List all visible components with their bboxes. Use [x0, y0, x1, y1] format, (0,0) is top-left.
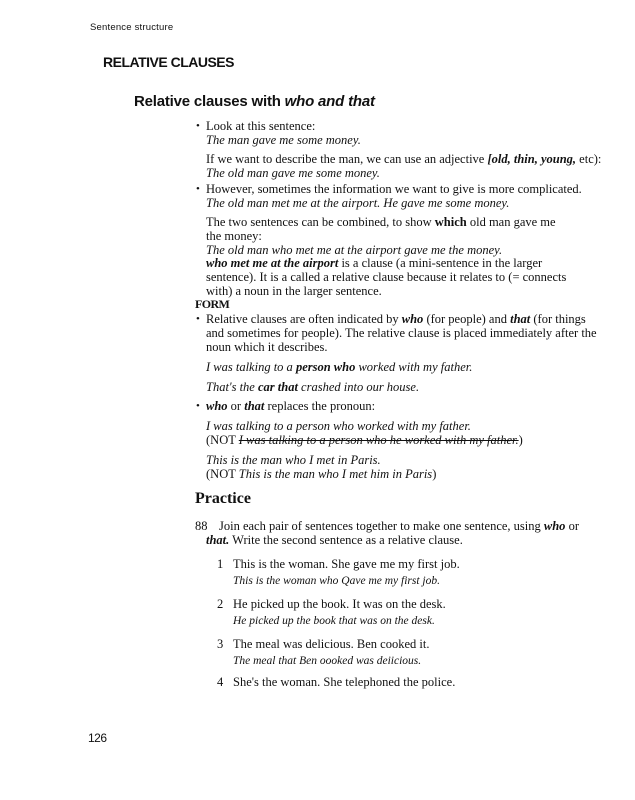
item-question: She's the woman. She telephoned the police. [233, 675, 456, 689]
subheading-words: who and that [284, 93, 375, 110]
combine-post: old man gave me [466, 215, 556, 229]
instr-a: Join each pair of sentences together to make one sentence, using [219, 519, 544, 533]
bullet-4: • [196, 400, 200, 412]
not-line-2 [206, 467, 436, 481]
clause-line-1 [206, 256, 542, 270]
not1-strike: I was talking to a person who he worked with my father. [238, 433, 519, 447]
combine-line-1 [206, 215, 556, 229]
example-1: The man gave me some money. [206, 133, 361, 147]
instr-that: that. [206, 533, 230, 547]
instruction-line-1 [219, 519, 579, 533]
rep-that: that [244, 399, 265, 413]
rule-b: (for people) and [423, 312, 511, 326]
example-3: The old man met me at the airport. He gave me some money. [206, 196, 510, 210]
adj-list: [old, thin, young, [487, 152, 577, 166]
running-head: Sentence structure [90, 22, 174, 33]
adj-pre: If we want to describe the man, we can use an adjective [206, 152, 488, 166]
rule-that: that [510, 312, 531, 326]
form-example-3: I was talking to a person who worked with my father. [206, 419, 471, 433]
adj-post: etc): [576, 152, 602, 166]
combine-pre: The two sentences can be combined, to show [206, 215, 435, 229]
instr-or: or [565, 519, 579, 533]
fex1-b: person who [295, 360, 356, 374]
subheading-prefix: Relative clauses with [134, 93, 285, 110]
item-question: The meal was delicious. Ben cooked it. [233, 637, 430, 651]
item-answer: He picked up the book that was on the desk. [233, 615, 435, 627]
bullet-3: • [196, 313, 200, 325]
item-answer: This is the woman who Qave me my first job. [233, 575, 440, 587]
rep-who: who [206, 399, 228, 413]
instr-b: Write the second sentence as a relative clause. [229, 533, 463, 547]
fex2-a: That's the [206, 380, 258, 394]
rule-a: Relative clauses are often indicated by [206, 312, 402, 326]
form-rule-line-3: noun which it describes. [206, 340, 328, 354]
rep-or: or [227, 399, 245, 413]
instr-who: who [543, 519, 566, 533]
however-text: However, sometimes the information we want to give is more complicated. [206, 182, 582, 196]
not2-post: ) [432, 467, 437, 481]
not2-it: This is the man who I met him in Paris [238, 467, 433, 481]
form-example-1 [206, 360, 472, 374]
page-number: 126 [88, 731, 107, 745]
rule-c: (for things [530, 312, 586, 326]
instruction-line-2 [206, 533, 463, 547]
item-question: He picked up the book. It was on the desk. [233, 597, 446, 611]
form-rule-line-1 [206, 312, 586, 326]
example-2: The old man gave me some money. [206, 166, 380, 180]
not-line-1 [206, 433, 523, 447]
clause-bold: who met me at the airport [206, 256, 339, 270]
rep-post: replaces the pronoun: [264, 399, 376, 413]
practice-title: Practice [195, 490, 251, 507]
section-title: RELATIVE CLAUSES [103, 54, 234, 70]
form-label: FORM [195, 297, 230, 311]
form-example-2 [206, 380, 419, 394]
fex2-b: car that [257, 380, 298, 394]
replaces-line [206, 399, 375, 413]
combine-bold: which [434, 215, 467, 229]
clause-line-2: sentence). It is a called a relative clause because it relates to (= connects [206, 270, 567, 284]
fex1-c: worked with my father. [355, 360, 473, 374]
bullet-1: • [196, 120, 200, 132]
combine-line-2: the money: [206, 229, 262, 243]
adjective-line [206, 152, 601, 166]
item-number: 1 [217, 557, 224, 571]
exercise-number: 88 [195, 519, 208, 533]
item-answer: The meal that Ben oooked was deiicious. [233, 655, 422, 667]
item-number: 4 [217, 675, 224, 689]
subheading [134, 93, 375, 110]
fex2-c: crashed into our house. [297, 380, 420, 394]
rule-who: who [401, 312, 424, 326]
example-4: The old man who met me at the airport gave me the money. [206, 243, 503, 257]
look-text: Look at this sentence: [206, 119, 316, 133]
clause-line-3: with) a noun in the larger sentence. [206, 284, 382, 298]
form-example-4: This is the man who I met in Paris. [206, 453, 381, 467]
item-number: 3 [217, 637, 224, 651]
not1-pre: (NOT [206, 433, 239, 447]
form-rule-line-2: and sometimes for people). The relative clause is placed immediately after the [206, 326, 597, 340]
not2-pre: (NOT [206, 467, 239, 481]
clause-post: is a clause (a mini-sentence in the larger [338, 256, 543, 270]
item-number: 2 [217, 597, 224, 611]
bullet-2: • [196, 183, 200, 195]
fex1-a: I was talking to a [206, 360, 296, 374]
not1-post: ) [518, 433, 523, 447]
item-question: This is the woman. She gave me my first job. [233, 557, 460, 571]
